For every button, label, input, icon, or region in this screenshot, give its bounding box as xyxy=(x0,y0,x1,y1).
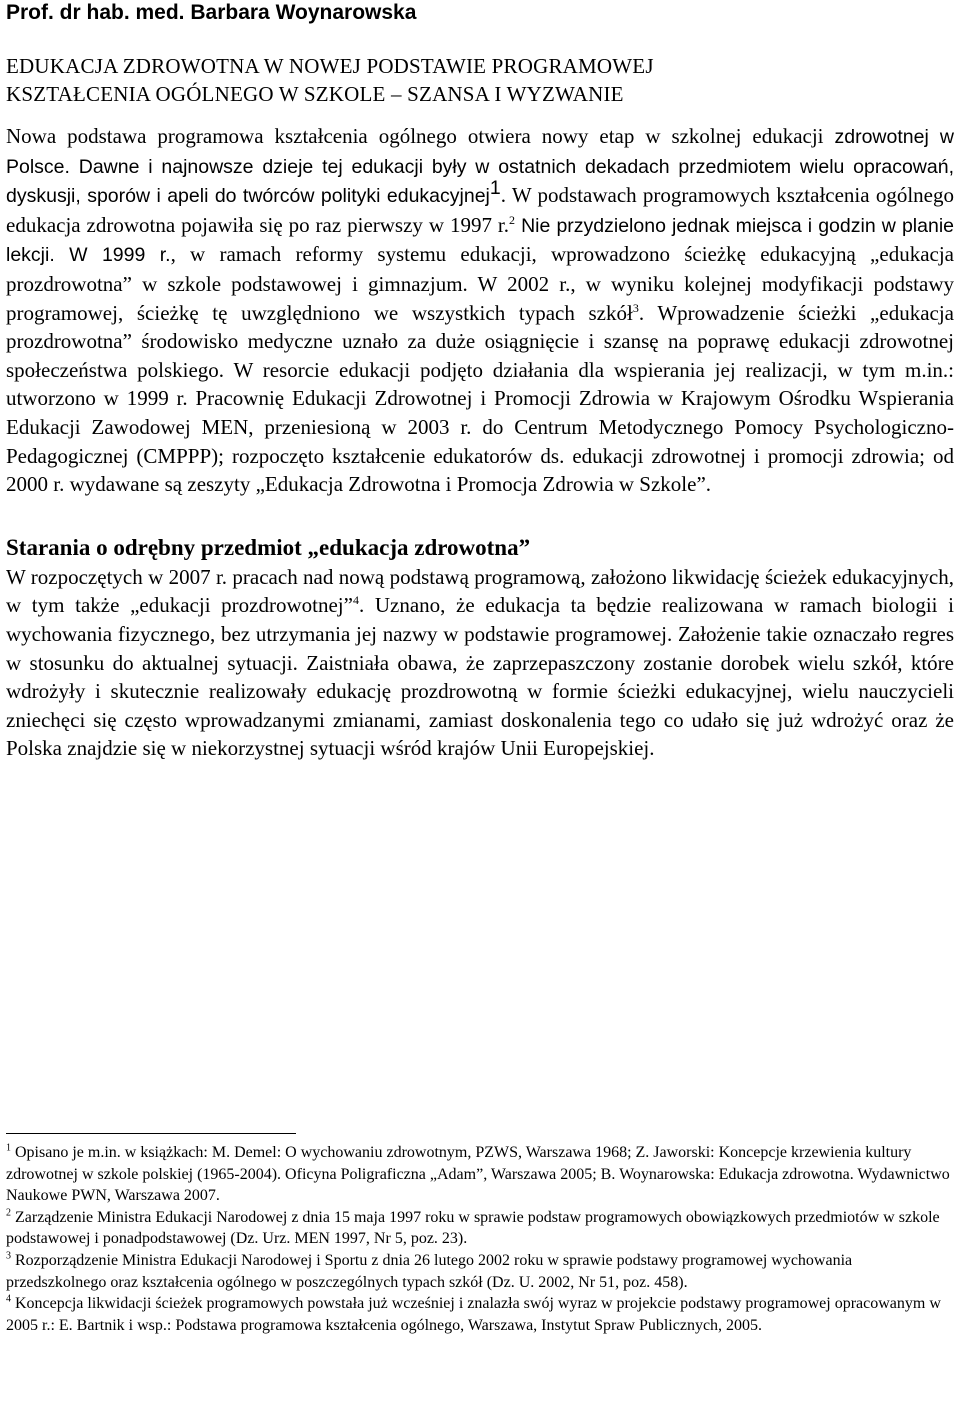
title-line-2: KSZTAŁCENIA OGÓLNEGO W SZKOLE – SZANSA I WYZWANIE xyxy=(6,82,624,106)
section-text-2: . Uznano, że edukacja ta będzie realizowana w ramach biologii i wychowania fizycznego, bez utrzymania jej nazwy w podstawie programowej. Założenie takie oznaczało regres w stosunku do aktualnej sytuacji. Zaistniała obawa, że zaprzepaszczony zostanie dorobek wielu szkół, które wdrożyły i skutecznie realizowały edukację prozdrowotną w formie ścieżki edukacyjnej, wielu nauczycieli zniechęci się często wprowadzanymi zmianami, zamiast doskonalenia tego co udało się już wdrożyć oraz że Polska znajdzie się w niekorzystnej sytuacji wśród krajów Unii Europejskiej. xyxy=(6,593,954,761)
footnote-text: Koncepcja likwidacji ścieżek programowych powstała już wcześniej i znalazła swój wyraz w projekcie podstawy programowej opracowanym w 2005 r.: E. Bartnik i wsp.: Podstawa programowa kształcenia ogólnego, Warszawa, Instytut Spraw Publicznych, 2005. xyxy=(6,1295,941,1334)
intro-text-1: Nowa podstawa programowa kształcenia ogólnego otwiera nowy etap w szkolnej edukacji xyxy=(6,124,835,148)
intro-text-7: . Wprowadzenie ścieżki „edukacja prozdrowotna” środowisko medyczne uznało za duże osiągnięcie i szansę na poprawę edukacji zdrowotnej społeczeństwa polskiego. W resorcie edukacji podjęto działania dla wspierania jej realizacji, w tym m.in.: utworzono w 1999 r. Pracownię Edukacji Zdrowotnej i Promocji Zdrowia w Krajowym Ośrodku Wspierania Edukacji Zawodowej MEN, przeniesioną w 2003 r. do Centrum Metodycznego Pomocy Psychologiczno-Pedagogicznej (CMPPP); rozpoczęto kształcenie edukatorów ds. edukacji zdrowotnej i promocji zdrowia; od 2000 r. wydawane są zeszyty „Edukacja Zdrowotna i Promocja Zdrowia w Szkole”. xyxy=(6,300,954,497)
intro-text-4: Nie przydzielono jednak miejsca i godzin w planie lekcji. W 1999 r. xyxy=(6,214,955,267)
intro-text-3: . W podstawach programowych kształcenia ogólnego edukacja zdrowotna pojawiła się po raz pierwszy w 1997 r. xyxy=(6,183,954,237)
author-line: Prof. dr hab. med. Barbara Woynarowska xyxy=(6,1,417,24)
footnote-text: Opisano je m.in. w książkach: M. Demel: O wychowaniu zdrowotnym, PZWS, Warszawa 1968; Z. Jaworski: Koncepcje krzewienia kultury zdrowotnej w szkole polskiej (1965-2004). Oficyna Poligraficzna „Adam”, Warszawa 2005; B. Woynarowska: Edukacja zdrowotna. Wydawnictwo Naukowe PWN, Warszawa 2007. xyxy=(6,1144,950,1205)
footnote-text: Rozporządzenie Ministra Edukacji Narodowej i Sportu z dnia 26 lutego 2002 roku w sprawie podstawy programowej wychowania przedszkolnego oraz kształcenia ogólnego w poszczególnych typach szkół (Dz. U. 2002, Nr 51, poz. 458). xyxy=(6,1251,853,1291)
document-title xyxy=(6,52,954,108)
section-heading: Starania o odrębny przedmiot „edukacja zdrowotna” xyxy=(6,534,531,560)
footnote-3 xyxy=(6,1250,954,1293)
footnote-text: Zarządzenie Ministra Edukacji Narodowej z dnia 15 maja 1997 roku w sprawie podstaw programowych obowiązkowych przedmiotów w szkole podstawowej i ponadpodstawowej (Dz. Urz. MEN 1997, Nr 5, poz. 23). xyxy=(6,1208,940,1248)
footnote-number: 1 xyxy=(6,1142,11,1154)
section-paragraph xyxy=(6,563,954,763)
intro-text-2: zdrowotnej w Polsce. Dawne i najnowsze dzieje tej edukacji były w ostatnich dekadach przedmiotem wielu opracowań, dyskusji, sporów i apeli do twórców polityki edukacyjnej xyxy=(6,126,954,208)
footnote-number: 4 xyxy=(6,1293,11,1305)
title-line-1: EDUKACJA ZDROWOTNA W NOWEJ PODSTAWIE PROGRAMOWEJ xyxy=(6,54,654,78)
footnote-2 xyxy=(6,1207,954,1250)
intro-paragraph xyxy=(6,122,954,499)
footnote-number: 3 xyxy=(6,1250,11,1262)
intro-text-6: , w wyniku kolejnej modyfikacji podstawy programowej, ścieżkę tę uwzględniono we wszystkich typach szkół xyxy=(6,271,954,325)
section-text-1: W rozpoczętych w 2007 r. pracach nad nową podstawą programową, założono likwidację ścieżek edukacyjnych, w tym także „edukacji prozdrowotnej” xyxy=(6,564,954,618)
footnote-ref-4[interactable]: 4 xyxy=(352,593,359,608)
footnote-number: 2 xyxy=(6,1207,11,1219)
intro-text-5: , w ramach reformy systemu edukacji, wprowadzono ścieżkę edukacyjną „edukacja prozdrowotna” w szkole podstawowej i gimnazjum. W 2002 r. xyxy=(6,242,954,296)
footnote-4 xyxy=(6,1293,954,1336)
footnotes xyxy=(6,1142,954,1336)
footnote-ref-3[interactable]: 3 xyxy=(632,300,639,315)
footnote-ref-2[interactable]: 2 xyxy=(508,212,515,227)
footnote-ref-1[interactable]: 1 xyxy=(489,177,501,200)
footnote-separator xyxy=(6,1133,296,1134)
footnote-1 xyxy=(6,1142,954,1207)
